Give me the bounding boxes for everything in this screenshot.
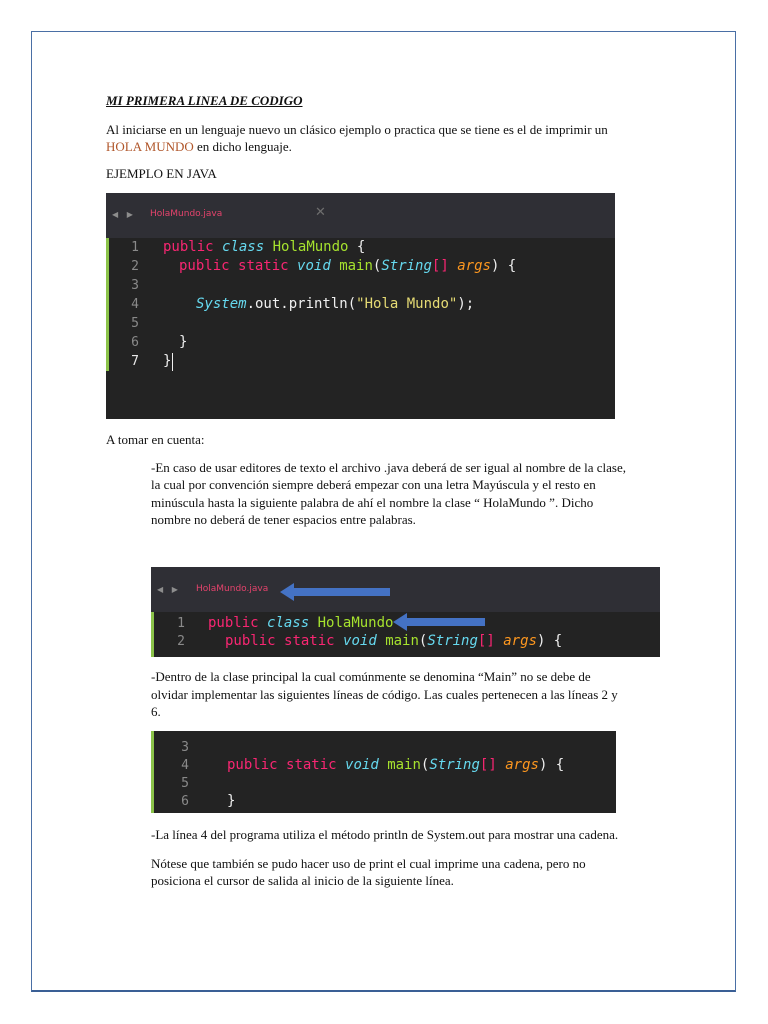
note-heading: A tomar en cuenta: [106,432,205,447]
note-4-line: posiciona el cursor de salida al inicio de la siguiente línea. [151,873,454,888]
note-4-line: Nótese que también se pudo hacer uso de print el cual imprime una cadena, pero no [151,856,586,871]
line-number: 2 [177,634,185,649]
tab-nav-arrows-icon[interactable]: ◀ ▶ [112,210,136,219]
arrow-to-filename-icon [280,582,392,602]
line-number: 2 [131,259,139,274]
note-2-line: olvidar implementar las siguientes líneas de código. Las cuales pertenecen a las líneas 2 y [151,687,618,702]
code-line-7: } [163,353,172,369]
intro-line-2-rest: en dicho lenguaje. [193,139,292,154]
line-number: 5 [131,316,139,331]
code-editor-full [106,193,615,419]
note-1-line: -En caso de usar editores de texto el archivo .java deberá de ser igual al nombre de la clase, [151,460,627,475]
tab-holamundo-java[interactable]: HolaMundo.java [196,584,269,594]
code-editor-snippet-main [151,731,616,813]
note-1-line: minúscula hasta la siguiente palabra de ahí el nombre la clase “ HolaMundo ”. Dicho [151,495,594,510]
tab-holamundo-java[interactable]: HolaMundo.java [150,209,223,219]
tab-nav-arrows-icon[interactable]: ◀ ▶ [157,585,181,594]
line-number: 4 [131,297,139,312]
editor-tab-bar [106,193,615,238]
hola-mundo-highlight: HOLA MUNDO [106,139,194,154]
note-1-line: nombre no deberá de tener espacios entre palabras. [151,512,416,527]
code-line-4: System.out.println("Hola Mundo"); [196,296,475,312]
line-number: 6 [131,335,139,350]
line-number: 3 [131,278,139,293]
code-line-1: public class HolaMundo { [163,239,366,255]
line-number: 6 [181,794,189,809]
line-number: 1 [131,240,139,255]
gutter-bar [106,238,109,371]
editor-tab-bar [151,567,660,612]
code-line-6: } [227,793,236,809]
note-3: -La línea 4 del programa utiliza el método println de System.out para mostrar una cadena. [151,827,619,842]
code-line-4: public static void main(String[] args) { [227,757,565,773]
close-icon[interactable]: ✕ [315,205,326,220]
code-line-2: public static void main(String[] args) { [179,258,517,274]
line-number: 3 [181,740,189,755]
gutter-bar [151,612,154,657]
note-2-line: 6. [151,704,161,719]
text-cursor [172,353,173,371]
note-2-line: -Dentro de la clase principal la cual comúnmente se denomina “Main” no se debe de [151,669,591,684]
gutter-bar [151,731,154,813]
line-number: 1 [177,616,185,631]
arrow-to-classname-icon [393,612,487,632]
page-title: MI PRIMERA LINEA DE CODIGO [106,93,303,108]
code-line-6: } [179,334,188,350]
intro-line-1: Al iniciarse en un lenguaje nuevo un clásico ejemplo o practica que se tiene es el de imprimir un [106,122,608,137]
line-number: 5 [181,776,189,791]
example-heading: EJEMPLO EN JAVA [106,166,217,181]
code-line-1: public class HolaMundo [208,615,394,631]
note-1-line: la cual por convención siempre deberá empezar con una letra Mayúscula y el resto en [151,477,596,492]
line-number: 4 [181,758,189,773]
line-number-current: 7 [131,354,139,369]
code-line-2: public static void main(String[] args) { [225,633,563,649]
intro-line-2 [106,138,292,155]
